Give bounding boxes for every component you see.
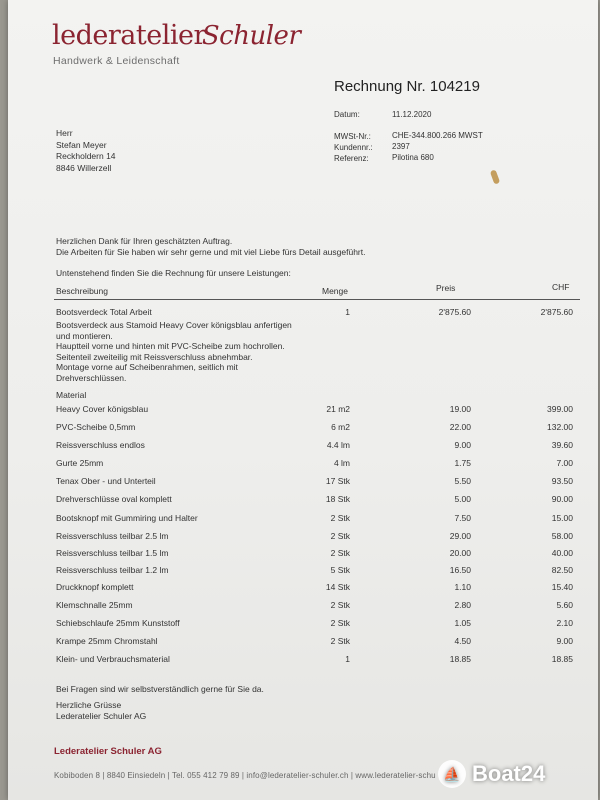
boat-logo-icon: ⛵ [438,760,466,788]
item-total: 39.60 [551,440,573,450]
item-total: 58.00 [551,531,573,541]
invoice-page [8,0,598,800]
footer-company: Lederatelier Schuler AG [54,746,162,757]
recipient-salutation: Herr [56,128,73,138]
date-label: Datum: [334,110,360,119]
item-total: 40.00 [551,548,573,558]
item-price: 7.50 [454,513,471,523]
table-row [8,582,598,596]
item-quantity: 17 Stk [325,476,350,486]
boat24-watermark [438,760,545,788]
intro-line-1: Herzlichen Dank für Ihren geschätzten Auftrag. [56,236,233,246]
table-row [8,440,598,454]
company-tagline: Handwerk & Leidenschaft [53,55,180,67]
vat-label: MWSt-Nr.: [334,132,371,141]
detail-line: Drehverschlüssen. [56,372,127,383]
item-price: 4.50 [454,636,471,646]
item-total: 132.00 [547,422,573,432]
item-total: 399.00 [547,404,573,414]
item-description: Reissverschluss endlos [56,440,145,450]
item-price: 18.85 [449,654,471,664]
item-total: 15.40 [551,582,573,592]
item-price: 2.80 [454,600,471,610]
customer-no-value: 2397 [392,142,410,151]
item-total: 9.00 [556,636,573,646]
item-description: Heavy Cover königsblau [56,404,149,414]
detail-line: Seitenteil zweiteilig mit Reissverschluss abnehmbar. [56,351,253,362]
table-row [8,600,598,614]
footer-contact: Kobiboden 8 | 8840 Einsiedeln | Tel. 055 412 79 89 | info@lederatelier-schuler.ch | www.lederatelier-schu [54,771,436,780]
intro-line-2: Die Arbeiten für Sie haben wir sehr gerne und mit viel Liebe fürs Detail ausgeführt. [56,247,366,257]
item-total: 93.50 [551,476,573,486]
item-price: 29.00 [449,531,471,541]
main-item-description: Bootsverdeck Total Arbeit [56,307,152,317]
table-row [8,458,598,472]
header-rule [54,299,580,300]
item-price: 16.50 [449,565,471,575]
item-price: 5.50 [454,476,471,486]
item-total: 18.85 [551,654,573,664]
table-row [8,494,598,508]
item-description: Druckknopf komplett [56,582,134,592]
item-price: 20.00 [449,548,471,558]
item-quantity: 2 Stk [330,548,350,558]
item-quantity: 18 Stk [325,494,350,504]
item-description: Reissverschluss teilbar 1.5 lm [56,548,169,558]
main-item-price: 2'875.60 [438,307,471,317]
item-quantity: 2 Stk [330,600,350,610]
item-quantity: 5 Stk [330,565,350,575]
item-description: Tenax Ober - und Unterteil [56,476,156,486]
item-quantity: 14 Stk [325,582,350,592]
item-price: 1.05 [454,618,471,628]
item-description: Klemschnalle 25mm [56,600,133,610]
table-row [8,654,598,668]
item-price: 9.00 [454,440,471,450]
detail-line: Montage vorne auf Scheibenrahmen, seitlich mit [56,362,238,373]
item-quantity: 4.4 lm [326,440,350,450]
detail-line: Hauptteil vorne und hinten mit PVC-Scheibe zum hochrollen. [56,341,285,352]
item-quantity: 21 m2 [326,404,350,414]
item-total: 82.50 [551,565,573,575]
greeting-company: Lederatelier Schuler AG [56,711,147,721]
watermark-text: Boat24 [472,761,546,786]
company-logo: lederatelierSchuler [52,20,301,51]
table-row [8,565,598,579]
header-price: Preis [436,283,456,293]
reference-value: Pilotina 680 [392,153,434,162]
recipient-city: 8846 Willerzell [56,162,112,173]
item-price: 5.00 [454,494,471,504]
table-row [8,422,598,436]
table-row [8,548,598,562]
item-total: 15.00 [551,513,573,523]
header-total: CHF [552,282,570,292]
header-description: Beschreibung [56,286,108,296]
item-quantity: 2 Stk [330,513,350,523]
paper-stain [490,169,500,184]
item-description: Krampe 25mm Chromstahl [56,636,158,646]
customer-no-label: Kundennr.: [334,143,373,152]
material-heading: Material [56,390,87,400]
main-item-quantity: 1 [345,307,350,317]
item-quantity: 4 lm [333,458,350,468]
recipient-street: Reckholdern 14 [56,151,116,161]
header-quantity: Menge [322,286,348,296]
greeting-line: Herzliche Grüsse [56,700,122,710]
item-description: PVC-Scheibe 0,5mm [56,422,136,432]
vat-value: CHE-344.800.266 MWST [392,131,483,140]
item-quantity: 2 Stk [330,618,350,628]
date-value: 11.12.2020 [392,110,432,119]
table-row [8,636,598,650]
item-description: Schiebschlaufe 25mm Kunststoff [56,618,180,628]
main-item-row [8,307,598,321]
table-row [8,404,598,418]
main-item-details [56,320,356,384]
closing-text: Bei Fragen sind wir selbstverständlich gerne für Sie da. [56,684,264,694]
table-row [8,513,598,527]
detail-line: und montieren. [56,330,113,341]
item-price: 22.00 [449,422,471,432]
item-description: Drehverschlüsse oval komplett [56,494,172,504]
item-price: 1.75 [454,458,471,468]
table-row [8,618,598,632]
item-price: 1.10 [454,582,471,592]
detail-line: Bootsverdeck aus Stamoid Heavy Cover königsblau anfertigen [56,320,292,330]
table-row [8,476,598,490]
lead-in-text: Untenstehend finden Sie die Rechnung für unsere Leistungen: [56,268,291,278]
item-total: 5.60 [556,600,573,610]
item-description: Klein- und Verbrauchsmaterial [56,654,170,664]
item-total: 2.10 [556,618,573,628]
item-description: Reissverschluss teilbar 1.2 lm [56,565,169,575]
item-price: 19.00 [449,404,471,414]
item-quantity: 6 m2 [331,422,350,432]
invoice-title: Rechnung Nr. 104219 [334,78,480,95]
reference-label: Referenz: [334,154,369,163]
main-item-total: 2'875.60 [540,307,573,317]
item-quantity: 1 [345,654,350,664]
item-description: Bootsknopf mit Gummiring und Halter [56,513,198,523]
item-description: Reissverschluss teilbar 2.5 lm [56,531,169,541]
item-quantity: 2 Stk [330,531,350,541]
item-quantity: 2 Stk [330,636,350,646]
item-total: 90.00 [551,494,573,504]
item-total: 7.00 [556,458,573,468]
recipient-address [56,128,116,174]
recipient-name: Stefan Meyer [56,139,107,150]
item-description: Gurte 25mm [56,458,104,468]
table-row [8,531,598,545]
